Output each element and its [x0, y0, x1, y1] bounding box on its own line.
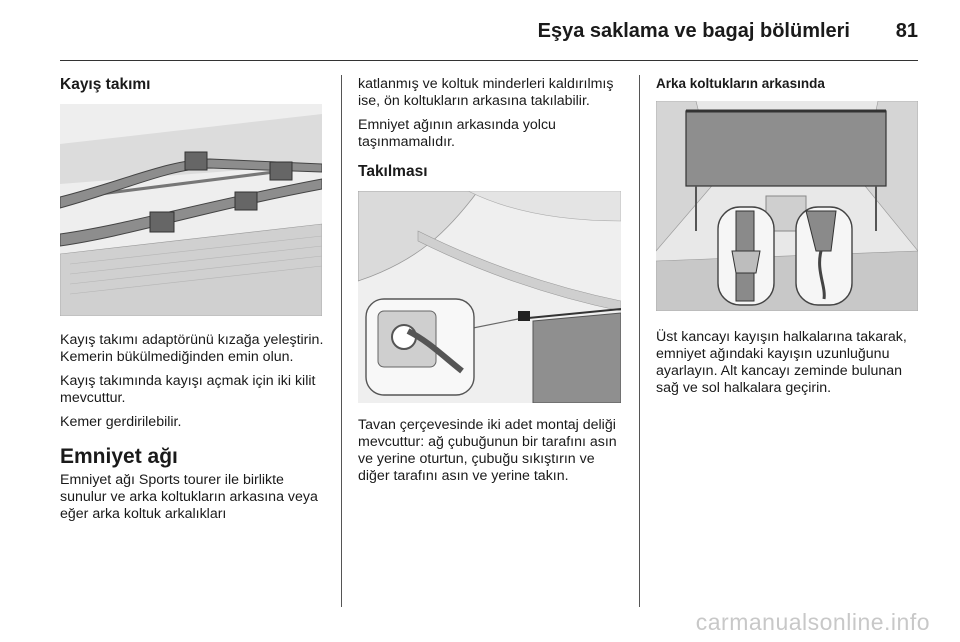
column-divider-2 [639, 75, 640, 607]
safety-net-continued-paragraph: katlanmış ve koltuk minderleri kaldırılmış ise, ön koltukların arkasına takılabilir. [358, 76, 614, 109]
strap-kit-paragraph-3: Kemer gerdirilebilir. [60, 414, 182, 430]
column-1 [60, 76, 325, 530]
page-number: 81 [895, 20, 918, 42]
section-heading-safety-net: Emniyet ağı [60, 445, 178, 468]
column-divider-1 [341, 75, 342, 607]
section-heading-installation: Takılması [358, 163, 428, 180]
installation-illustration [358, 191, 621, 403]
strap-kit-paragraph-2: Kayış takımında kayışı açmak için iki kilit mevcuttur. [60, 373, 316, 406]
column-2 [358, 76, 626, 492]
header-title: Eşya saklama ve bagaj bölümleri [537, 20, 850, 42]
rear-seats-paragraph: Üst kancayı kayışın halkalarına takarak, emniyet ağındaki kayışın uzunluğunu ayarlayın. Alt kancayı zeminde bulunan sağ ve sol halkalara geçirin. [656, 329, 907, 396]
installation-paragraph: Tavan çerçevesinde iki adet montaj deliği mevcuttur: ağ çubuğunun bir tarafını asın ve yerine oturtun, çubuğu sıkıştırın ve diğer tarafını asın ve yerine takın. [358, 417, 617, 484]
section-heading-behind-rear-seats: Arka koltukların arkasında [656, 76, 825, 91]
section-heading-strap-kit: Kayış takımı [60, 76, 151, 93]
safety-net-passenger-warning: Emniyet ağının arkasında yolcu taşınmamalıdır. [358, 117, 556, 150]
rear-seats-illustration [656, 101, 918, 311]
header-rule [60, 60, 918, 61]
safety-net-paragraph: Emniyet ağı Sports tourer ile birlikte sunulur ve arka koltukların arkasına veya eğer arka koltuk arkalıkları [60, 472, 318, 522]
watermark: carmanualsonline.info [695, 609, 930, 635]
strap-kit-illustration [60, 104, 322, 316]
strap-kit-paragraph-1: Kayış takımı adaptörünü kızağa yeleştirin. Kemerin bükülmediğinden emin olun. [60, 332, 324, 365]
column-3 [656, 76, 922, 404]
